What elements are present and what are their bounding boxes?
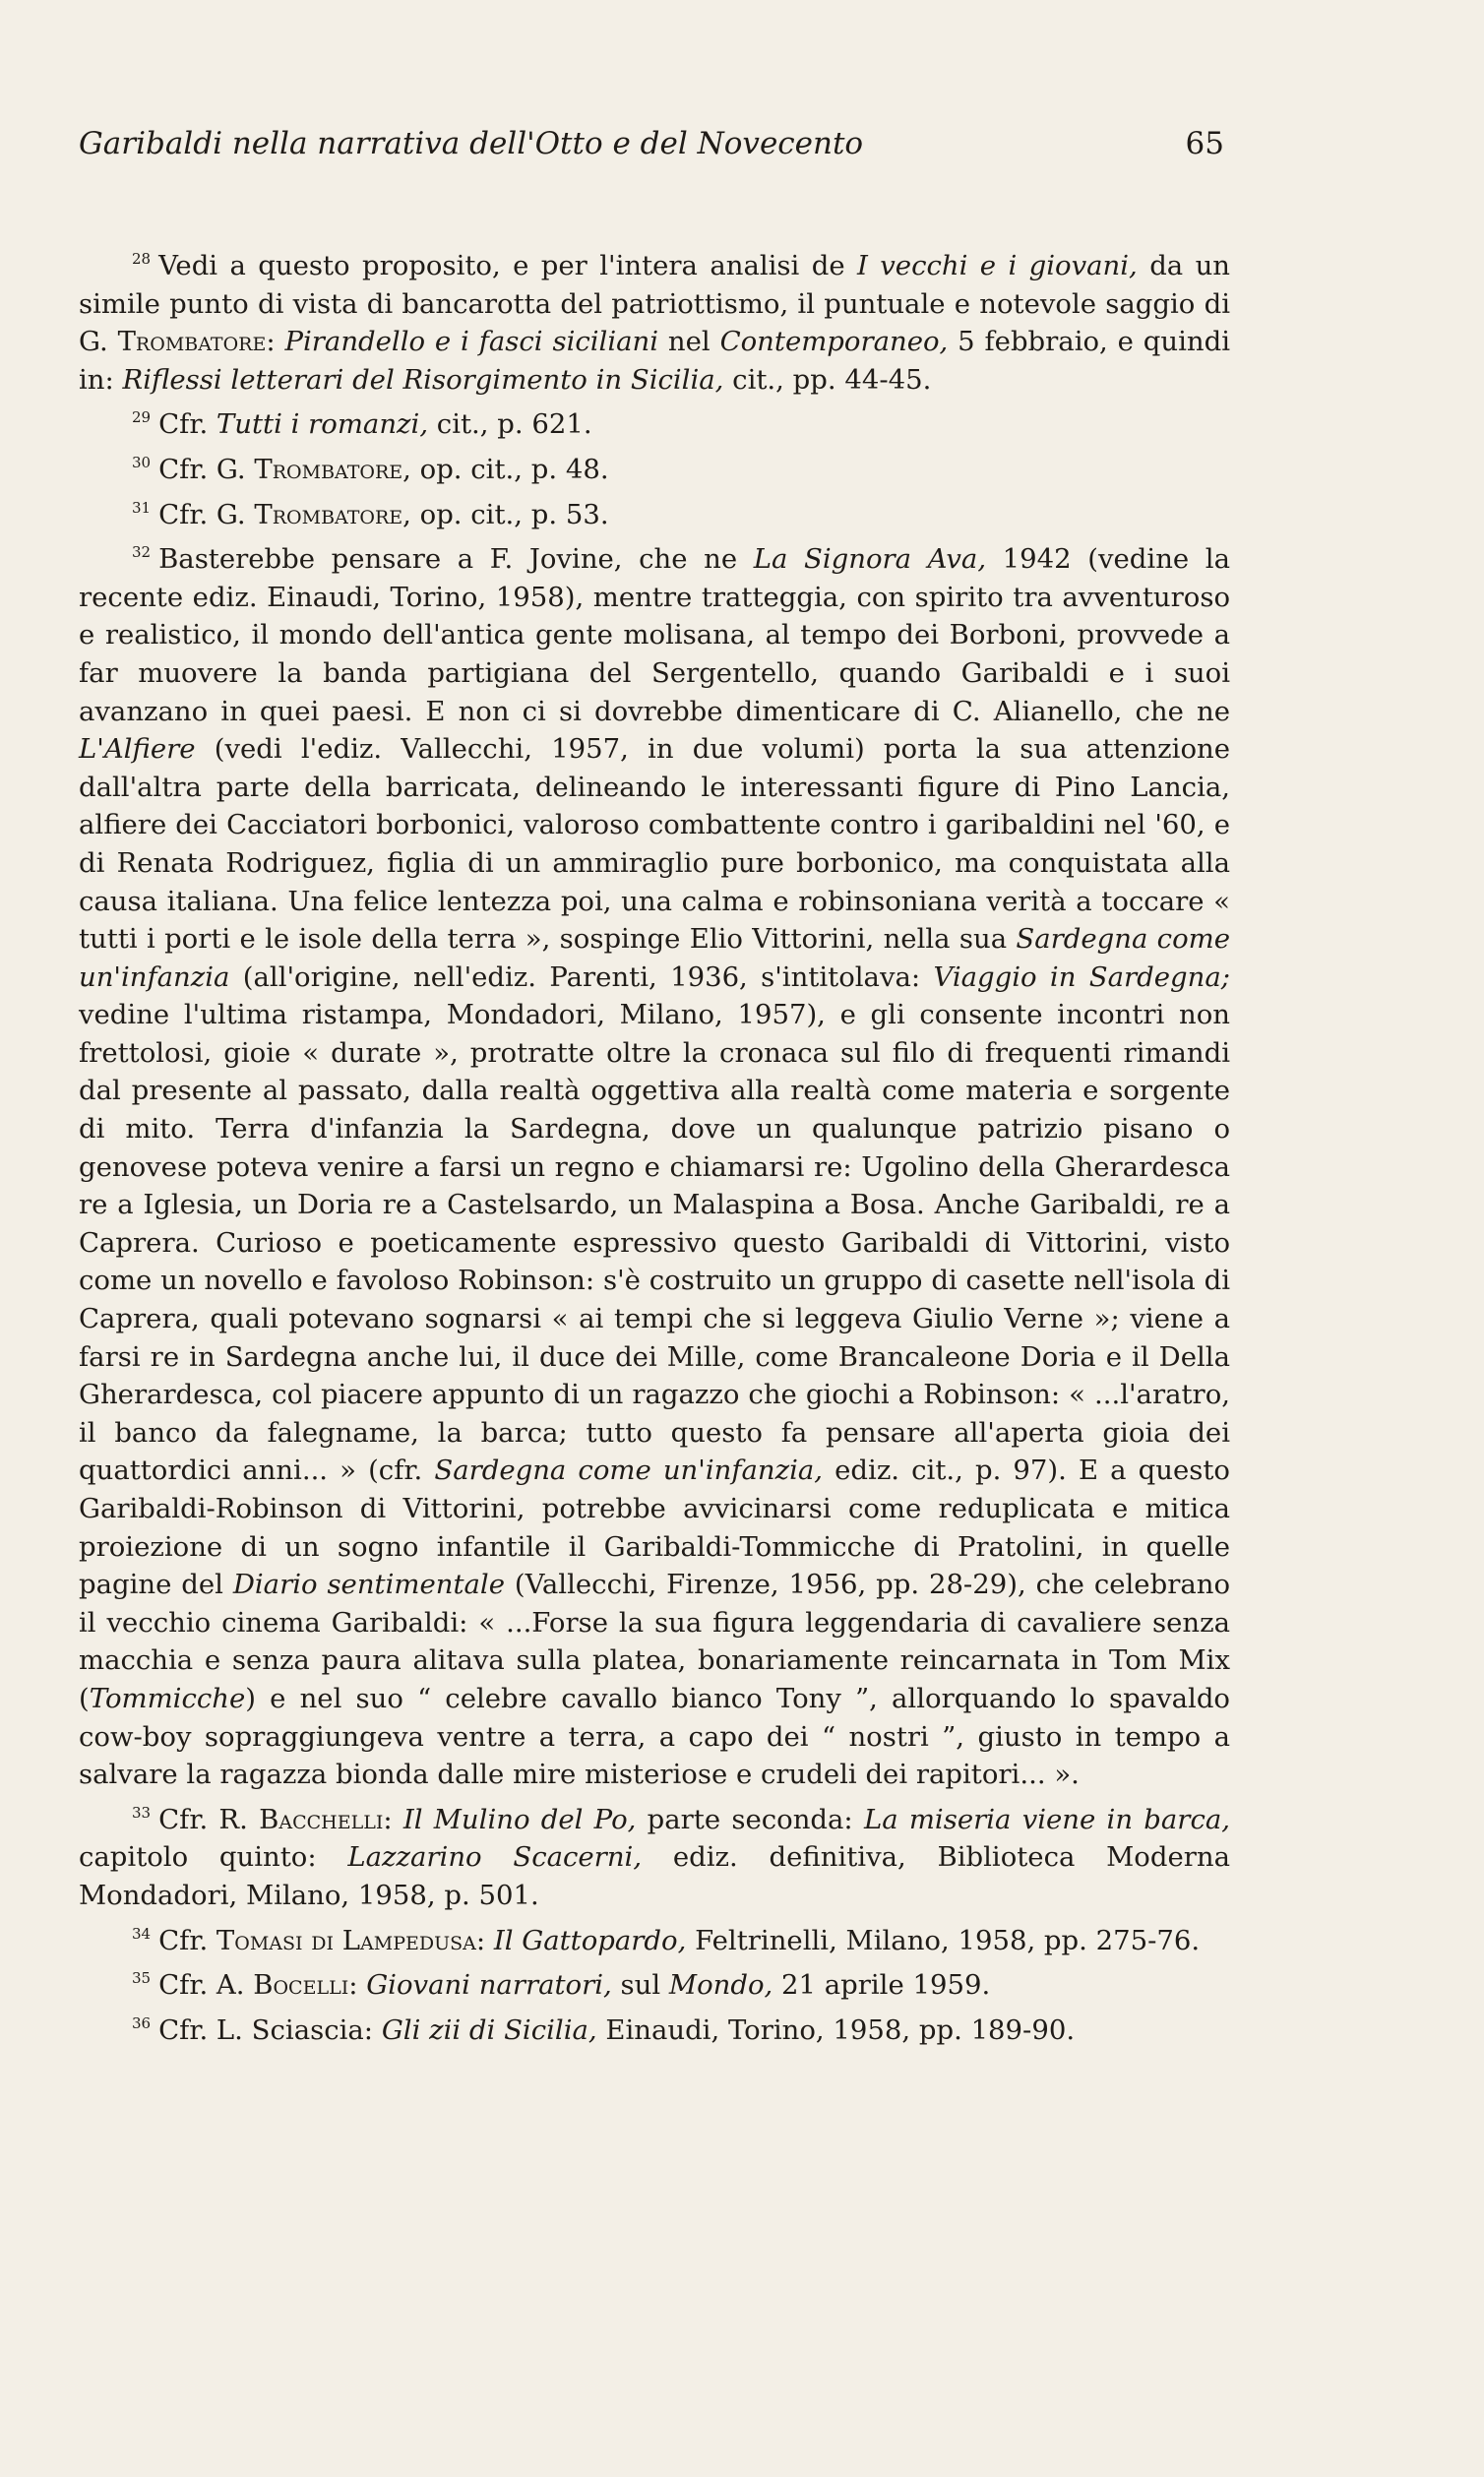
note-text: cit., p. 621. [428, 408, 592, 441]
note-text: ediz. cit., p. 97). E a questo Garibaldi-Robinson di Vittorini, potrebbe avvicinarsi come reduplicata e mitica proiezione di un sogno infantile il Garibaldi-Tommicche di Pratolini, in quelle pagine del [79, 1455, 1230, 1601]
note-text: parte seconda: [636, 1803, 864, 1835]
footnote-number: 36 [132, 2013, 152, 2032]
note-text: ) e nel suo “ celebre cavallo bianco Tony ”, allorquando lo spavaldo cow-boy sopraggiungeva ventre a terra, a capo dei “ nostri ”, giusto in tempo a salvare la ragazza bionda dalle mire misteriose e crudeli dei rapitori... ». [79, 1682, 1230, 1791]
footnote-33 [79, 1794, 1230, 1915]
italic-text: Riflessi letterari del Risorgimento in Sicilia, [122, 363, 724, 396]
italic-text: Mondo, [668, 1969, 773, 2002]
footnote-number: 28 [132, 250, 152, 268]
author-name: Trombatore [254, 453, 403, 485]
note-text: da un simile punto di vista di bancarotta del patriottismo, il puntuale e notevole saggio di G. [79, 250, 1231, 358]
footnote-number: 32 [132, 543, 152, 562]
running-title: Garibaldi nella narrativa dell'Otto e del Novecento [79, 126, 864, 161]
footnote-32 [79, 533, 1230, 1794]
note-text: sul [611, 1969, 669, 2002]
note-text: 21 aprile 1959. [773, 1969, 991, 2002]
note-text: : [348, 1969, 367, 2002]
italic-text: Sardegna come un'infanzia [79, 923, 1230, 993]
italic-text: La Signora Ava, [753, 543, 987, 576]
note-text: Feltrinelli, Milano, 1958, pp. 275-76. [686, 1924, 1201, 1956]
note-text: 1942 (vedine la recente ediz. Einaudi, Torino, 1958), mentre tratteggia, con spirito tra avventuroso e realistico, il mondo dell'antica gente molisana, al tempo dei Borboni, provvede a far muovere la banda partigiana del Sergentello, quando Garibaldi e i suoi avanzano in quei paesi. E non ci si dovrebbe dimenticare di C. Alianello, che ne [79, 543, 1230, 727]
italic-text: L'Alfiere [79, 733, 196, 766]
author-name: Trombatore [254, 498, 403, 530]
italic-text: Viaggio in Sardegna; [933, 960, 1231, 993]
italic-text: Diario sentimentale [232, 1569, 505, 1601]
italic-text: Giovani narratori, [366, 1969, 612, 2002]
note-text: vedine l'ultima ristampa, Mondadori, Milano, 1957), e gli consente incontri non frettolosi, gioie « durate », protratte oltre la cronaca sul filo di frequenti rimandi dal presente al passato, dalla realtà oggettiva alla realtà come materia e sorgente di mito. Terra d'infanzia la Sardegna, dove un qualunque patrizio pisano o genovese poteva venire a farsi un regno e chiamarsi re: Ugolino della Gherardesca re a Iglesia, un Doria re a Castelsardo, un Malaspina a Bosa. Anche Garibaldi, re a Caprera. Curioso e poeticamente espressivo questo Garibaldi di Vittorini, visto come un novello e favoloso Robinson: s'è costruito un gruppo di casette nell'isola di Caprera, quali potevano sognarsi « ai tempi che si leggeva Giulio Verne »; viene a farsi re in Sardegna anche lui, il duce dei Mille, come Brancaleone Doria e il Della Gherardesca, col piacere appunto di un ragazzo che giochi a Robinson: « ...l'aratro, il banco da falegname, la barca; tutto questo fa pensare all'aperta gioia dei quattordici anni... » (cfr. [79, 999, 1230, 1487]
author-name: Bocelli [253, 1969, 349, 2002]
footnote-30 [79, 444, 1230, 489]
footnote-number: 34 [132, 1924, 152, 1943]
italic-text: Sardegna come un'infanzia, [434, 1455, 824, 1487]
book-page [79, 126, 1230, 2049]
footnote-28 [79, 240, 1230, 399]
italic-text: La miseria viene in barca, [863, 1803, 1230, 1835]
note-text: Cfr. [158, 1924, 216, 1956]
author-name: Tomasi di Lampedusa [216, 1924, 476, 1956]
italic-text: Gli zii di Sicilia, [381, 2013, 597, 2046]
footnotes [79, 240, 1230, 2049]
note-text: (vedi l'ediz. Vallecchi, 1957, in due volumi) porta la sua attenzione dall'altra parte della barricata, delineando le interessanti figure di Pino Lancia, alfiere dei Cacciatori borbonici, valoroso combattente contro i garibaldini nel '60, e di Renata Rodriguez, figlia di un ammiraglio pure borbonico, ma conquistata alla causa italiana. Una felice lentezza poi, una calma e robinsoniana verità a toccare « tutti i porti e le isole della terra », sospinge Elio Vittorini, nella sua [79, 733, 1230, 956]
footnote-31 [79, 489, 1230, 534]
note-text: ediz. definitiva, Biblioteca Moderna Mondadori, Milano, 1958, p. 501. [79, 1841, 1230, 1911]
footnote-number: 29 [132, 408, 152, 427]
footnote-29 [79, 399, 1230, 444]
note-text: Cfr. L. Sciascia: [158, 2013, 382, 2046]
author-name: Bacchelli [259, 1803, 384, 1835]
note-text: Cfr. R. [158, 1803, 260, 1835]
italic-text: Il Gattopardo, [493, 1924, 687, 1956]
note-text: : [475, 1924, 494, 1956]
footnote-35 [79, 1959, 1230, 2005]
italic-text: Lazzarino Scacerni, [347, 1841, 643, 1874]
note-text: (Vallecchi, Firenze, 1956, pp. 28-29), che celebrano il vecchio cinema Garibaldi: « ...Forse la sua figura leggendaria di cavaliere senza macchia e senza paura alitava sulla platea, bonariamente reincarnata in Tom Mix ( [79, 1569, 1230, 1714]
footnote-number: 30 [132, 453, 152, 471]
running-head [79, 126, 1230, 185]
note-text: (all'origine, nell'ediz. Parenti, 1936, s'intitolava: [229, 960, 934, 993]
note-text: : [266, 326, 285, 358]
note-text: Vedi a questo proposito, e per l'intera analisi de [158, 250, 858, 281]
page-number: 65 [1185, 126, 1224, 161]
footnote-34 [79, 1915, 1230, 1960]
note-text: : [383, 1803, 403, 1835]
footnote-number: 33 [132, 1803, 152, 1822]
footnote-number: 35 [132, 1969, 152, 1988]
note-text: Basterebbe pensare a F. Jovine, che ne [158, 543, 754, 576]
italic-text: Contemporaneo, [719, 326, 949, 358]
note-text: Cfr. A. [158, 1969, 254, 2002]
note-text: cit., pp. 44-45. [723, 363, 932, 396]
footnote-36 [79, 2005, 1230, 2050]
note-text: Einaudi, Torino, 1958, pp. 189-90. [596, 2013, 1076, 2046]
italic-text: Pirandello e i fasci siciliani [284, 326, 659, 358]
author-name: Trombatore [117, 326, 267, 358]
note-text: , op. cit., p. 53. [402, 498, 609, 530]
note-text: Cfr. G. [158, 453, 255, 485]
italic-text: I vecchi e i giovani, [857, 250, 1138, 281]
note-text: Cfr. G. [158, 498, 255, 530]
footnote-number: 31 [132, 498, 152, 517]
italic-text: Il Mulino del Po, [402, 1803, 637, 1835]
note-text: capitolo quinto: [79, 1841, 348, 1874]
note-text: Cfr. [158, 408, 216, 441]
note-text: , op. cit., p. 48. [402, 453, 609, 485]
italic-text: Tommicche [89, 1682, 246, 1714]
note-text: nel [658, 326, 720, 358]
note-text: 5 febbraio, e quindi in: [79, 326, 1231, 396]
italic-text: Tutti i romanzi, [216, 408, 429, 441]
